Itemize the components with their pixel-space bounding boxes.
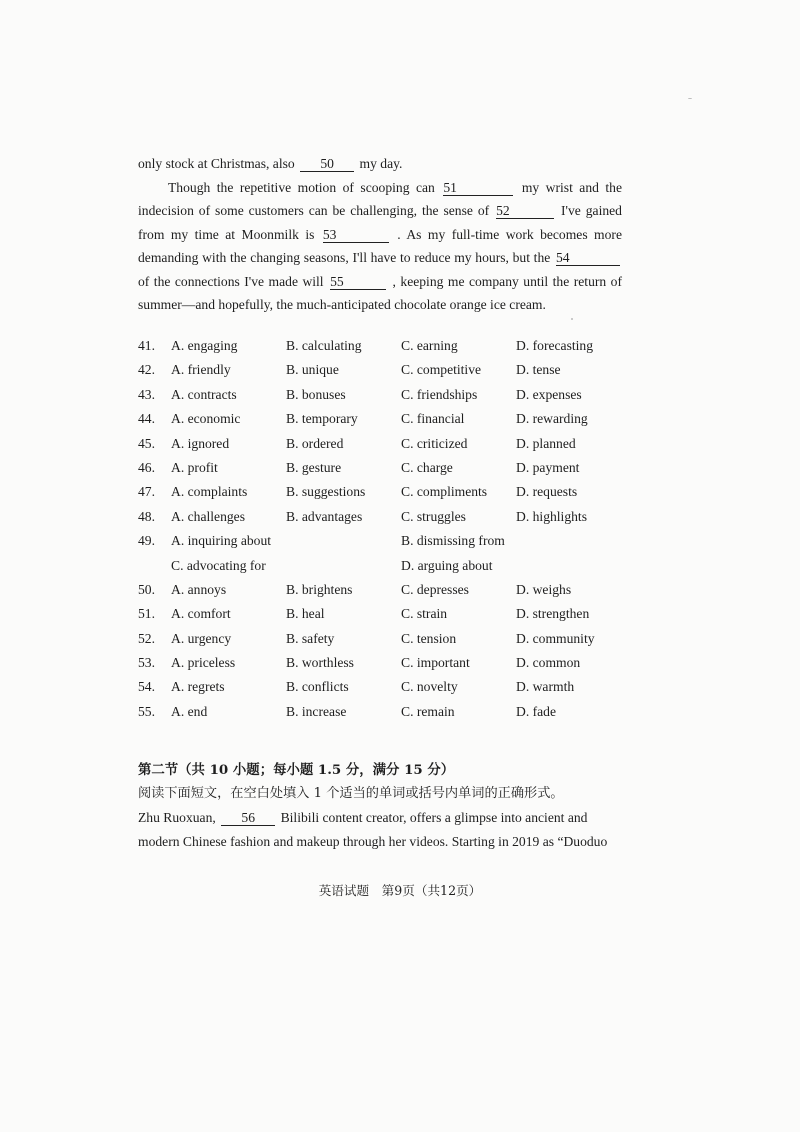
option-row [138, 387, 618, 411]
scan-speck [571, 318, 573, 320]
option-a[interactable]: A. comfort [171, 606, 231, 622]
option-d[interactable]: D. expenses [516, 386, 582, 402]
option-a[interactable]: A. ignored [171, 435, 230, 451]
option-b[interactable]: B. increase [286, 703, 347, 719]
passage-text: Zhu Ruoxuan, [138, 810, 216, 825]
question-number: 42. [138, 362, 155, 378]
question-number: 46. [138, 459, 155, 475]
passage-text: my wrist and the [521, 179, 623, 195]
option-d[interactable]: D. community [516, 630, 595, 646]
option-a[interactable]: A. priceless [171, 655, 236, 671]
option-a[interactable]: A. complaints [171, 484, 248, 500]
option-a[interactable]: A. inquiring about [171, 533, 272, 549]
option-c[interactable]: C. criticized [401, 435, 468, 451]
option-b[interactable]: B. bonuses [286, 386, 346, 402]
option-c[interactable]: C. important [401, 655, 470, 671]
option-b[interactable]: B. gesture [286, 459, 342, 475]
cloze-passage [138, 152, 622, 317]
option-a[interactable]: A. urgency [171, 630, 232, 646]
option-b[interactable]: B. unique [286, 362, 339, 378]
passage-line-2 [138, 176, 622, 200]
option-a[interactable]: C. advocating for [171, 557, 266, 573]
option-b[interactable]: B. worthless [286, 655, 354, 671]
option-row [138, 484, 618, 508]
option-row [138, 655, 618, 679]
blank-50[interactable]: 50 [300, 156, 354, 172]
option-b[interactable]: B. conflicts [286, 679, 349, 695]
option-a[interactable]: A. contracts [171, 386, 237, 402]
option-row [138, 436, 618, 460]
passage-text: from my time at Moonmilk is [138, 226, 315, 242]
option-c[interactable]: C. depresses [401, 581, 469, 597]
option-c[interactable]: B. dismissing from [401, 533, 505, 549]
option-b[interactable]: B. safety [286, 630, 335, 646]
section2-line-1 [138, 806, 638, 830]
option-d[interactable]: D. strengthen [516, 606, 590, 622]
section-2 [138, 758, 638, 854]
option-c[interactable]: C. remain [401, 703, 455, 719]
option-a[interactable]: A. friendly [171, 362, 231, 378]
option-b[interactable]: B. suggestions [286, 484, 366, 500]
section-instruction: 阅读下面短文，在空白处填入 1 个适当的单词或括号内单词的正确形式。 [138, 786, 564, 801]
blank-51[interactable]: 51 [443, 180, 513, 196]
option-c[interactable]: C. financial [401, 411, 465, 427]
question-number: 44. [138, 411, 155, 427]
option-row [138, 338, 618, 362]
option-c[interactable]: C. compliments [401, 484, 488, 500]
option-a[interactable]: A. annoys [171, 581, 227, 597]
option-row [138, 582, 618, 606]
option-d[interactable]: D. common [516, 655, 581, 671]
option-c[interactable]: C. charge [401, 459, 453, 475]
option-row [138, 460, 618, 484]
option-c[interactable]: C. strain [401, 606, 448, 622]
passage-text: my day. [359, 156, 403, 171]
option-row [138, 679, 618, 703]
section2-line-2: modern Chinese fashion and makeup through her videos. Starting in 2019 as “Duoduo [138, 834, 608, 849]
option-a[interactable]: A. regrets [171, 679, 225, 695]
question-number: 45. [138, 435, 155, 451]
option-a[interactable]: A. profit [171, 459, 218, 475]
question-number: 54. [138, 679, 155, 695]
option-d[interactable]: D. highlights [516, 508, 587, 524]
option-c[interactable]: C. struggles [401, 508, 466, 524]
question-number: 50. [138, 581, 155, 597]
passage-line-1 [138, 152, 622, 176]
question-number: 41. [138, 338, 155, 353]
option-row [138, 533, 618, 557]
blank-52[interactable]: 52 [496, 203, 554, 219]
option-row [138, 558, 618, 582]
blank-56[interactable]: 56 [221, 810, 275, 826]
option-a[interactable]: A. end [171, 703, 208, 719]
passage-text: Bilibili content creator, offers a glimpse into ancient and [280, 810, 588, 825]
option-a[interactable]: A. engaging [171, 338, 238, 353]
option-c[interactable]: C. tension [401, 630, 457, 646]
passage-text: , keeping me company until the return of [392, 273, 622, 289]
question-number: 53. [138, 655, 155, 671]
blank-54[interactable]: 54 [556, 250, 620, 266]
option-row [138, 509, 618, 533]
option-d[interactable]: D. tense [516, 362, 561, 378]
option-row [138, 362, 618, 386]
question-number: 43. [138, 386, 155, 402]
passage-line-3 [138, 199, 622, 223]
option-b[interactable]: B. heal [286, 606, 325, 622]
passage-line-7 [138, 293, 622, 317]
option-b[interactable]: B. ordered [286, 435, 344, 451]
passage-text: demanding with the changing seasons, I'll have to reduce my hours, but the [138, 250, 551, 265]
option-row [138, 606, 618, 630]
option-row [138, 704, 618, 728]
option-d[interactable]: D. rewarding [516, 411, 588, 427]
page-footer: 英语试题 第9页（共12页） [318, 883, 482, 898]
option-d[interactable]: D. forecasting [516, 338, 594, 353]
option-row [138, 411, 618, 435]
option-d[interactable]: D. payment [516, 459, 580, 475]
option-c[interactable]: C. friendships [401, 386, 478, 402]
option-d[interactable]: D. requests [516, 484, 578, 500]
question-number: 52. [138, 630, 155, 646]
blank-53[interactable]: 53 [323, 227, 389, 243]
blank-55[interactable]: 55 [330, 274, 386, 290]
question-number: 49. [138, 533, 155, 549]
option-c[interactable]: C. earning [401, 338, 458, 353]
option-b[interactable]: B. brightens [286, 581, 353, 597]
option-a[interactable]: A. challenges [171, 508, 245, 524]
question-number: 55. [138, 703, 155, 719]
passage-text: only stock at Christmas, also [138, 156, 295, 171]
passage-text: indecision of some customers can be challenging, the sense of [138, 203, 490, 218]
option-c[interactable]: C. competitive [401, 362, 482, 378]
option-d[interactable]: D. weighs [516, 581, 572, 597]
passage-text: summer—and hopefully, the much-anticipated chocolate orange ice cream. [138, 297, 546, 312]
scan-speck [688, 98, 692, 99]
passage-text: I've gained [561, 203, 622, 218]
option-c[interactable]: C. novelty [401, 679, 458, 695]
option-c[interactable]: D. arguing about [401, 557, 493, 573]
option-d[interactable]: D. fade [516, 703, 557, 719]
option-b[interactable]: B. calculating [286, 338, 362, 353]
passage-text: of the connections I've made will [138, 273, 324, 289]
question-number: 47. [138, 484, 155, 500]
section-heading: 第二节（共 10 小题；每小题 1.5 分，满分 15 分） [138, 762, 455, 778]
question-number: 51. [138, 606, 155, 622]
option-b[interactable]: B. temporary [286, 411, 358, 427]
option-a[interactable]: A. economic [171, 411, 241, 427]
option-b[interactable]: B. advantages [286, 508, 363, 524]
option-d[interactable]: D. planned [516, 435, 576, 451]
question-number: 48. [138, 508, 155, 524]
passage-line-6 [138, 270, 622, 294]
options-list [138, 338, 618, 728]
passage-line-4 [138, 223, 622, 247]
passage-text: . As my full-time work becomes more [397, 226, 622, 242]
passage-line-5 [138, 246, 622, 270]
passage-text: Though the repetitive motion of scooping can [168, 179, 435, 195]
option-d[interactable]: D. warmth [516, 679, 575, 695]
option-row [138, 631, 618, 655]
